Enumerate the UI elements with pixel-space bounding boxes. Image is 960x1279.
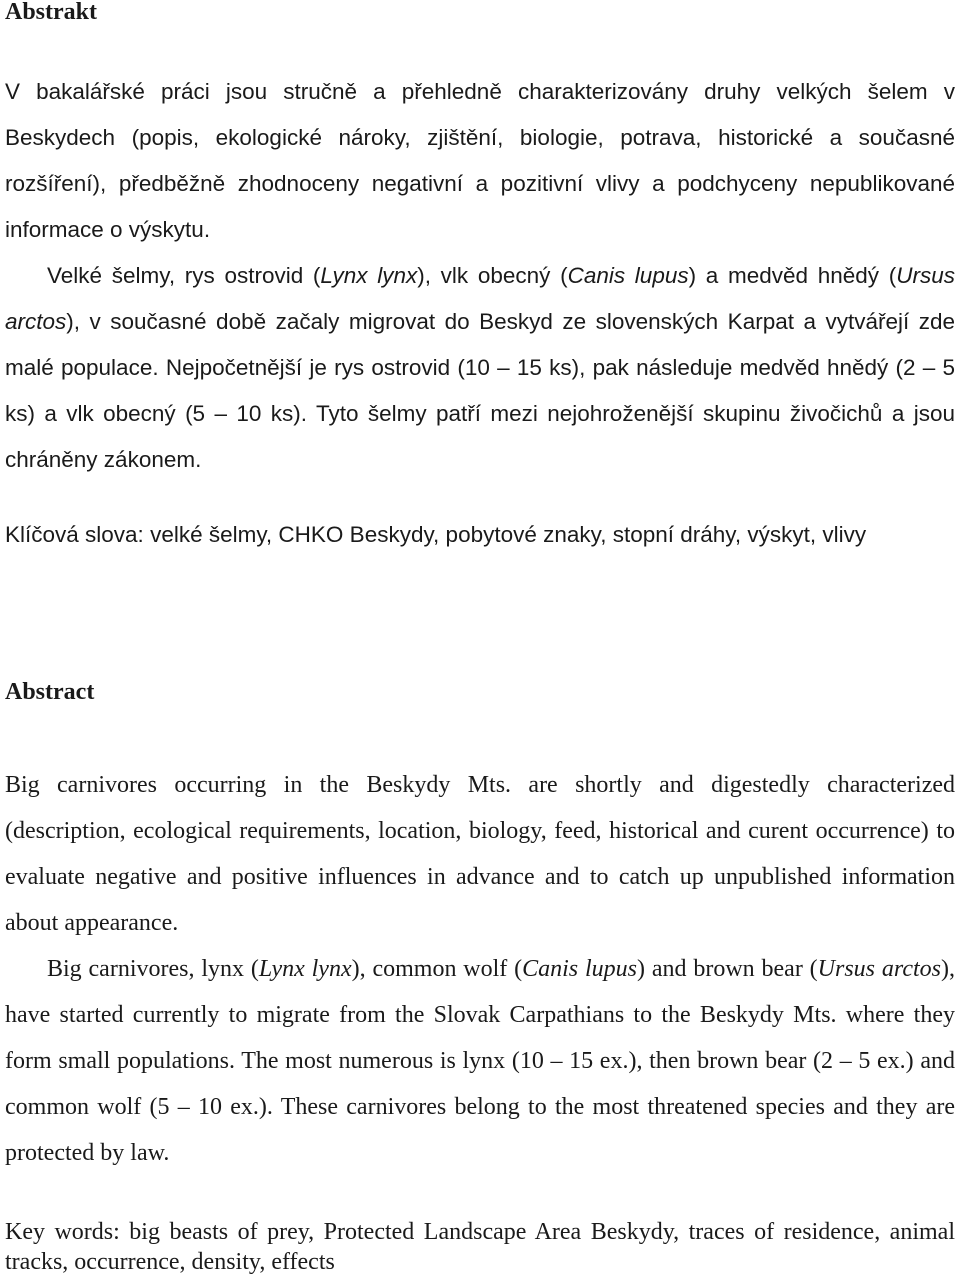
text-run: ) and brown bear ( <box>637 956 818 982</box>
text-run: Velké šelmy, rys ostrovid ( <box>47 263 321 288</box>
species-name-bear: Ursus arctos <box>817 956 941 982</box>
czech-abstract-paragraph-2 <box>5 253 955 483</box>
species-name-lynx: Lynx lynx <box>258 956 352 982</box>
czech-abstract-heading: Abstrakt <box>5 0 98 25</box>
species-name-bear: Ursus arctos <box>5 263 955 334</box>
english-abstract-paragraph-1: Big carnivores occurring in the Beskydy Mts. are shortly and digestedly characterized (description, ecological requirements, location, biology, feed, historical and curent occurrence) to evaluate negative and positive influences in advance and to catch up unpublished information about appearance. <box>5 772 955 936</box>
english-abstract-body <box>5 762 955 1176</box>
text-run: ), common wolf ( <box>351 956 523 982</box>
species-name-lynx: Lynx lynx <box>320 263 418 288</box>
czech-abstract-body <box>5 69 955 483</box>
english-abstract-paragraph-2 <box>5 946 955 1176</box>
czech-abstract-paragraph-1: V bakalářské práci jsou stručně a přehledně charakterizovány druhy velkých šelem v Beskydech (popis, ekologické nároky, zjištění, biologie, potrava, historické a současné rozšíření), předběžně zhodnoceny negativní a pozitivní vlivy a podchyceny nepublikované informace o výskytu. <box>5 79 955 242</box>
text-run: ), vlk obecný ( <box>417 263 568 288</box>
text-run: ), have started currently to migrate from the Slovak Carpathians to the Beskydy Mts. where they form small populations. The most numerous is lynx (10 – 15 ex.), then brown bear (2 – 5 ex.) and common wolf (5 – 10 ex.). These carnivores belong to the most threatened species and they are protected by law. <box>5 956 955 1166</box>
text-run: Big carnivores, lynx ( <box>47 956 259 982</box>
text-run: ) a medvěd hnědý ( <box>688 263 897 288</box>
species-name-wolf: Canis lupus <box>522 956 637 982</box>
text-run: ), v současné době začaly migrovat do Beskyd ze slovenských Karpat a vytvářejí zde malé populace. Nejpočetnější je rys ostrovid (10 – 15 ks), pak následuje medvěd hnědý (2 – 5 ks) a vlk obecný (5 – 10 ks). Tyto šelmy patří mezi nejohroženější skupinu živočichů a jsou chráněny zákonem. <box>5 309 955 472</box>
species-name-wolf: Canis lupus <box>567 263 689 288</box>
english-keywords: Key words: big beasts of prey, Protected Landscape Area Beskydy, traces of residence, animal tracks, occurrence, density, effects <box>5 1219 955 1275</box>
english-abstract-heading: Abstract <box>5 679 95 705</box>
czech-keywords: Klíčová slova: velké šelmy, CHKO Beskydy, pobytové znaky, stopní dráhy, výskyt, vlivy <box>5 522 867 547</box>
